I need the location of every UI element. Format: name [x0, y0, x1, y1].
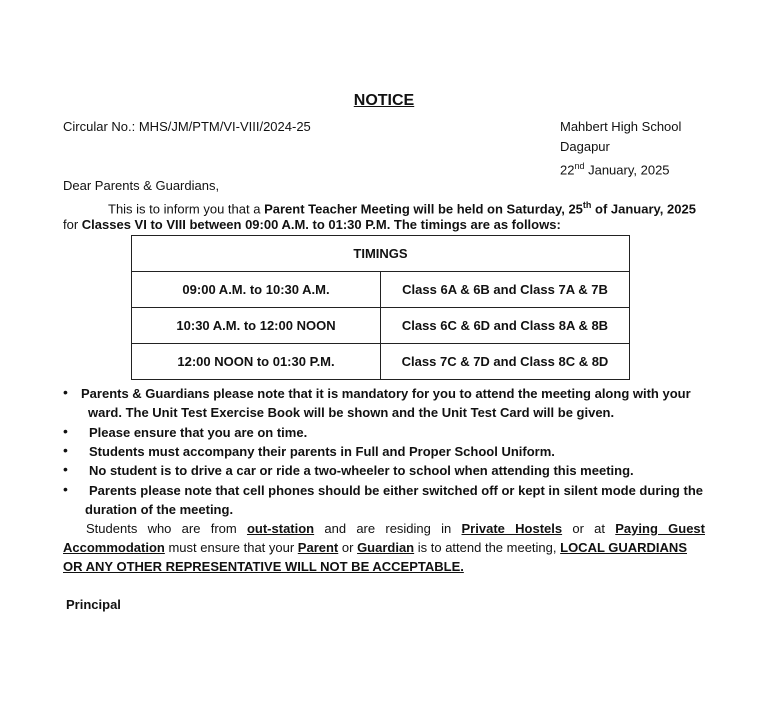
- notice-date: 22nd January, 2025: [560, 161, 670, 178]
- intro-line-2: for Classes VI to VIII between 09:00 A.M. to 01:30 P.M. The timings are as follows:: [63, 217, 561, 232]
- table-cell-time: 12:00 NOON to 01:30 P.M.: [132, 344, 381, 380]
- school-place: Dagapur: [560, 139, 610, 154]
- paragraph-line: Accommodation must ensure that your Parent or Guardian is to attend the meeting, LOCAL GUARDIANS: [63, 540, 687, 555]
- table-cell-classes: Class 6C & 6D and Class 8A & 8B: [381, 308, 630, 344]
- salutation: Dear Parents & Guardians,: [63, 178, 220, 193]
- notice-title: NOTICE: [353, 92, 415, 109]
- bullet-icon: •: [63, 423, 68, 439]
- bullet-icon: •: [63, 384, 68, 400]
- paragraph-line: Students who are from out-station and are residing in Private Hostels or at Paying Guest: [86, 521, 705, 536]
- table-cell-classes: Class 6A & 6B and Class 7A & 7B: [381, 272, 630, 308]
- bullet-item: Parents please note that cell phones should be either switched off or kept in silent mode during the: [89, 483, 703, 498]
- bullet-item-continued: ward. The Unit Test Exercise Book will be shown and the Unit Test Card will be given.: [88, 405, 615, 420]
- school-name: Mahbert High School: [560, 119, 682, 134]
- table-row: [132, 308, 630, 344]
- table-cell-time: 10:30 A.M. to 12:00 NOON: [132, 308, 381, 344]
- table-row: [132, 272, 630, 308]
- timings-table: [131, 235, 630, 380]
- table-header-row: [132, 236, 630, 272]
- bullet-icon: •: [63, 481, 68, 497]
- paragraph-line: OR ANY OTHER REPRESENTATIVE WILL NOT BE ACCEPTABLE.: [63, 559, 464, 574]
- bullet-item: Parents & Guardians please note that it is mandatory for you to attend the meeting along with your: [81, 386, 691, 401]
- intro-line: This is to inform you that a Parent Teacher Meeting will be held on Saturday, 25th of January, 2025: [108, 200, 696, 217]
- bullet-item: Please ensure that you are on time.: [89, 425, 308, 440]
- table-header: TIMINGS: [132, 236, 630, 272]
- bullet-item-continued: duration of the meeting.: [85, 502, 234, 517]
- bullet-item: No student is to drive a car or ride a two-wheeler to school when attending this meeting.: [89, 463, 634, 478]
- signature: Principal: [66, 597, 121, 612]
- table-cell-time: 09:00 A.M. to 10:30 A.M.: [132, 272, 381, 308]
- circular-number: Circular No.: MHS/JM/PTM/VI-VIII/2024-25: [63, 119, 311, 134]
- bullet-icon: •: [63, 442, 68, 458]
- table-cell-classes: Class 7C & 7D and Class 8C & 8D: [381, 344, 630, 380]
- table-row: [132, 344, 630, 380]
- bullet-icon: •: [63, 461, 68, 477]
- bullet-item: Students must accompany their parents in Full and Proper School Uniform.: [89, 444, 555, 459]
